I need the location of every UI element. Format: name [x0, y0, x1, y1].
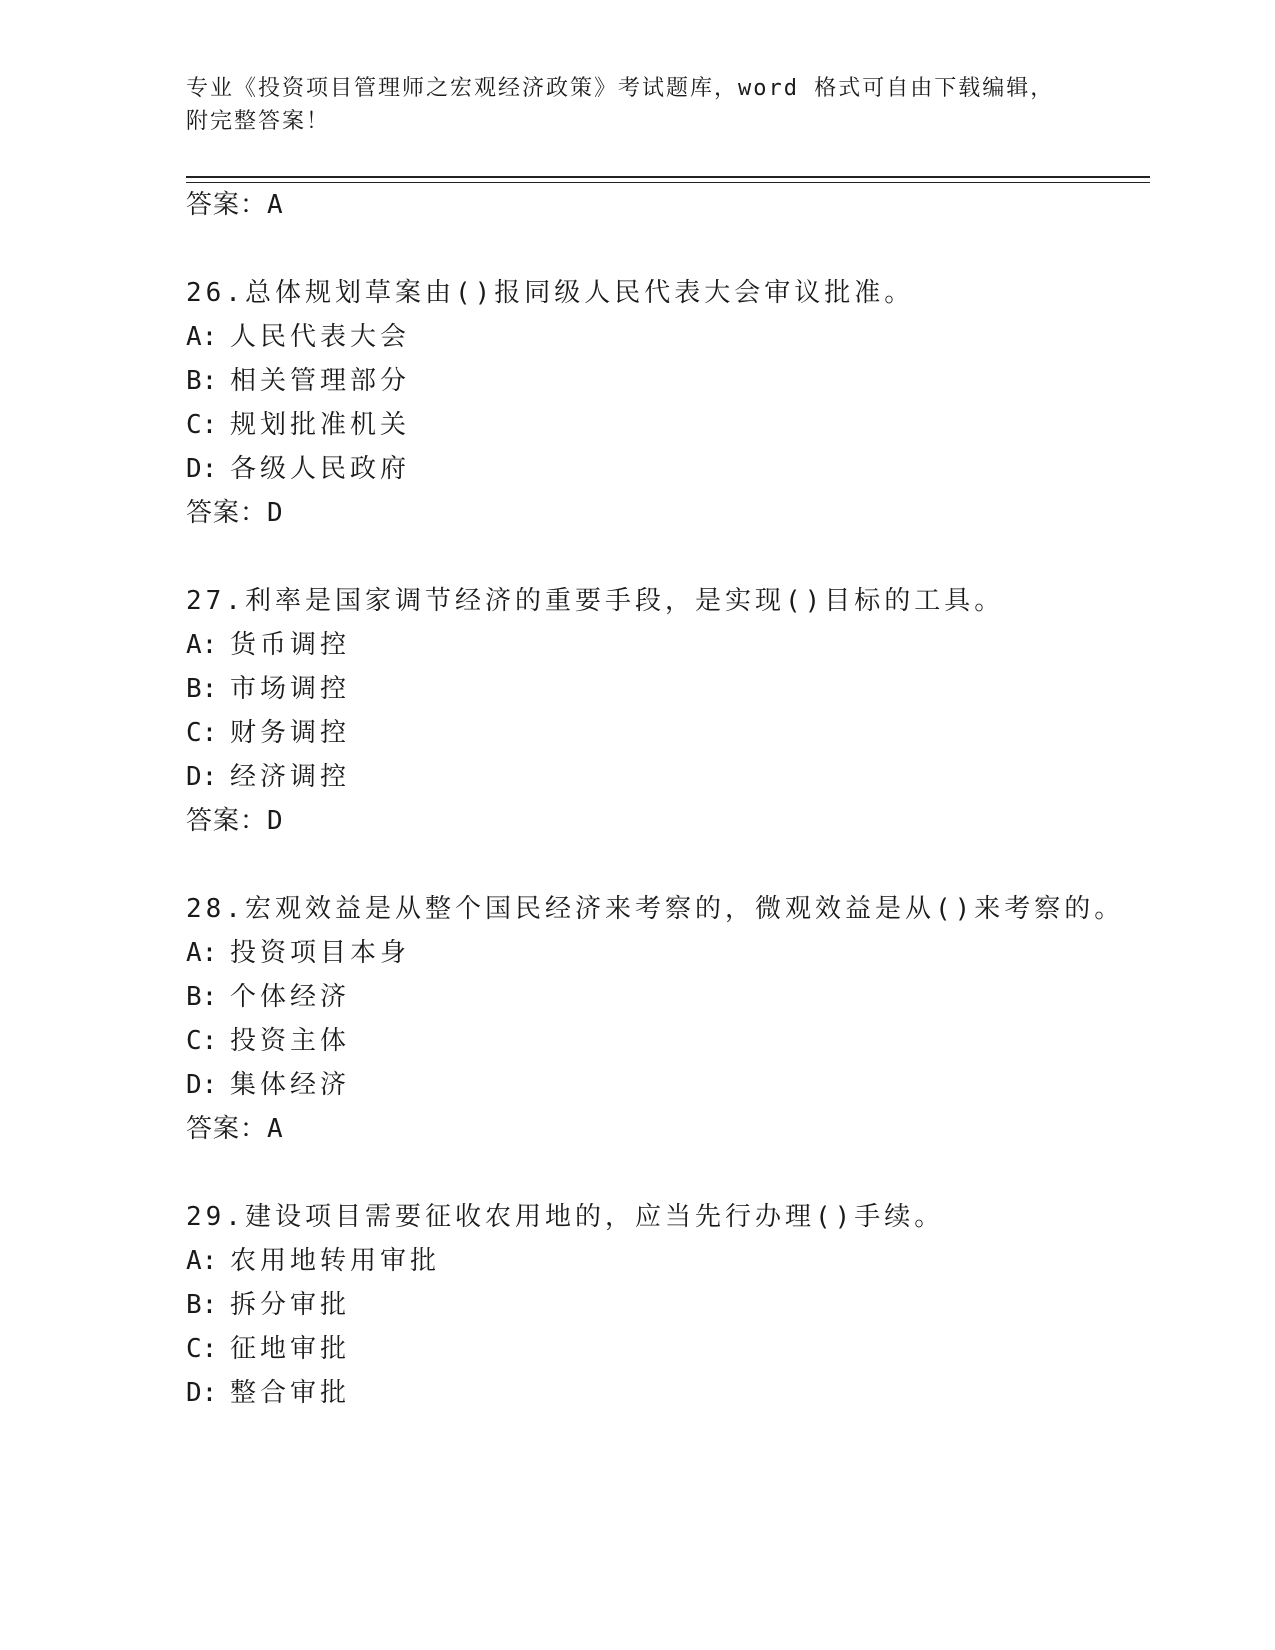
question-27-option-b [186, 672, 350, 706]
option-text: 经济调控 [230, 762, 351, 792]
question-26-option-a [186, 320, 410, 354]
option-text: 财务调控 [230, 718, 351, 748]
question-29-stem: 29.建设项目需要征收农用地的，应当先行办理()手续。 [186, 1202, 945, 1232]
option-text: 投资主体 [230, 1026, 351, 1056]
question-27-answer: 答案：D [186, 806, 284, 836]
question-27-option-d [186, 760, 350, 794]
option-text: 投资项目本身 [230, 938, 411, 968]
option-text: 人民代表大会 [230, 322, 411, 352]
previous-answer: 答案：A [186, 190, 284, 220]
question-28-option-a [186, 936, 410, 970]
question-26-option-c [186, 408, 410, 442]
question-27-option-c [186, 716, 350, 750]
option-text: 货币调控 [230, 630, 351, 660]
question-29-option-b [186, 1288, 350, 1322]
question-28-answer: 答案：A [186, 1114, 284, 1144]
question-27-option-a [186, 628, 350, 662]
option-letter: C: [186, 1334, 218, 1364]
option-letter: C: [186, 1026, 218, 1056]
question-26-option-b [186, 364, 410, 398]
option-text: 规划批准机关 [230, 410, 411, 440]
header-line-1: 专业《投资项目管理师之宏观经济政策》考试题库，word 格式可自由下载编辑， [186, 76, 1055, 101]
question-26-stem: 26.总体规划草案由()报同级人民代表大会审议批准。 [186, 278, 915, 308]
question-27-stem: 27.利率是国家调节经济的重要手段，是实现()目标的工具。 [186, 586, 1005, 616]
question-28-option-b [186, 980, 350, 1014]
question-28-stem: 28.宏观效益是从整个国民经济来考察的，微观效益是从()来考察的。 [186, 894, 1125, 924]
question-26-option-d [186, 452, 410, 486]
option-text: 征地审批 [230, 1334, 351, 1364]
question-28-option-c [186, 1024, 350, 1058]
option-letter: B: [186, 674, 218, 704]
question-29-option-d [186, 1376, 350, 1410]
option-letter: A: [186, 322, 218, 352]
option-text: 各级人民政府 [230, 454, 411, 484]
header-line-2: 附完整答案！ [186, 109, 331, 134]
option-letter: D: [186, 454, 218, 484]
option-letter: D: [186, 1378, 218, 1408]
question-29-option-a [186, 1244, 440, 1278]
option-text: 整合审批 [230, 1378, 351, 1408]
option-text: 农用地转用审批 [230, 1246, 441, 1276]
option-text: 市场调控 [230, 674, 351, 704]
option-letter: C: [186, 718, 218, 748]
option-letter: A: [186, 938, 218, 968]
option-letter: B: [186, 1290, 218, 1320]
question-29-option-c [186, 1332, 350, 1366]
question-26-answer: 答案：D [186, 498, 284, 528]
option-letter: D: [186, 762, 218, 792]
option-letter: B: [186, 366, 218, 396]
option-letter: C: [186, 410, 218, 440]
option-text: 拆分审批 [230, 1290, 351, 1320]
option-text: 个体经济 [230, 982, 351, 1012]
document-header [186, 72, 1066, 138]
header-divider-thick [186, 176, 1150, 178]
option-letter: D: [186, 1070, 218, 1100]
option-letter: A: [186, 1246, 218, 1276]
option-text: 集体经济 [230, 1070, 351, 1100]
question-28-option-d [186, 1068, 350, 1102]
option-letter: B: [186, 982, 218, 1012]
option-text: 相关管理部分 [230, 366, 411, 396]
option-letter: A: [186, 630, 218, 660]
header-divider-thin [186, 182, 1150, 183]
